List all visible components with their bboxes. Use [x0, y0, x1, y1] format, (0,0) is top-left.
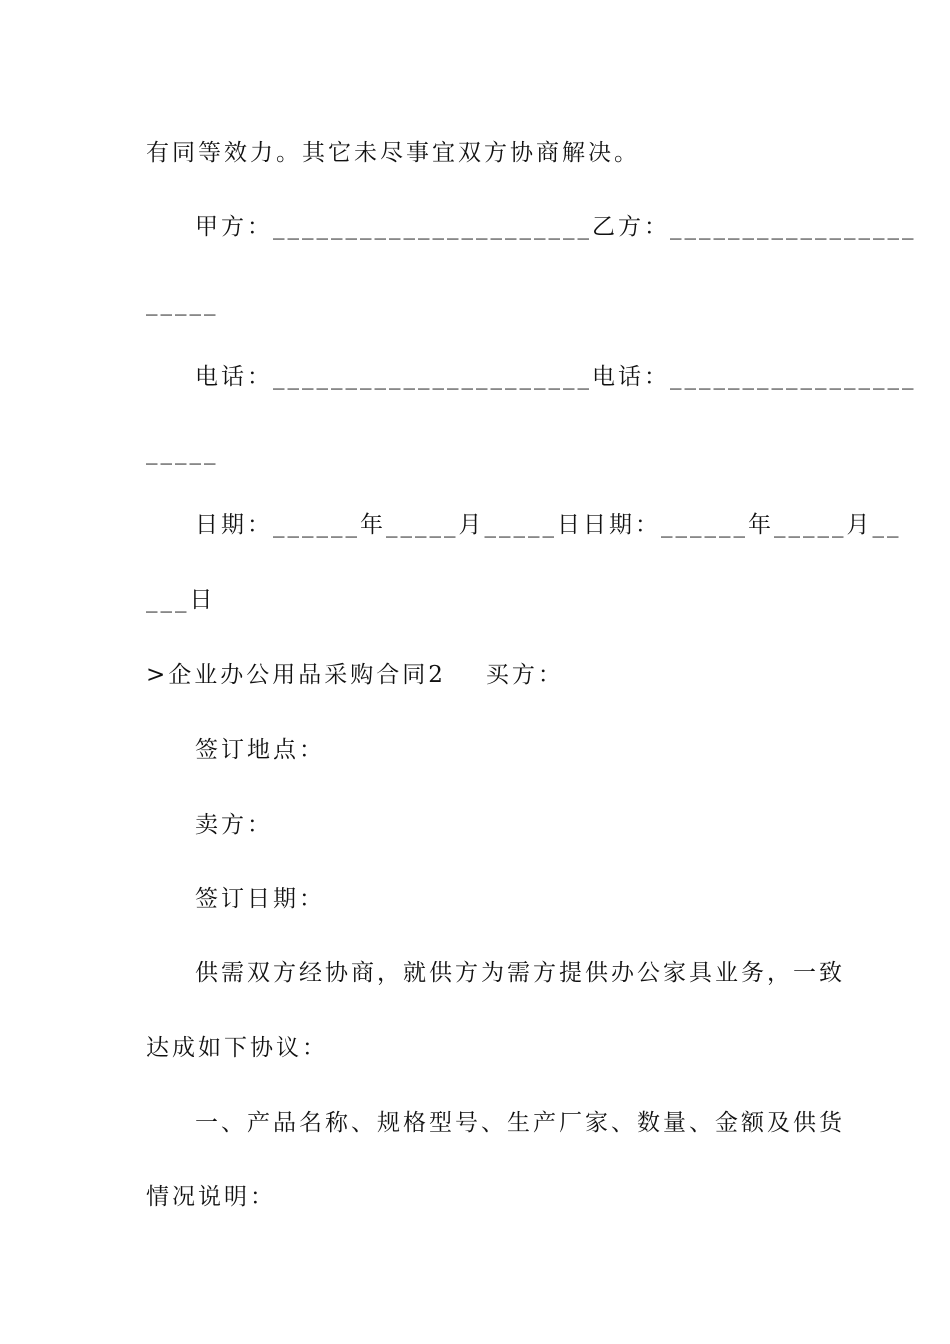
party-a-b-line: 甲方：______________________乙方：_________________: [195, 214, 917, 240]
buyer-label: 买方：: [485, 662, 564, 688]
paragraph-line: 有同等效力。其它未尽事宜双方协商解决。: [146, 140, 640, 166]
seller-label: 卖方：: [195, 812, 273, 838]
date-line: 日期：______年_____月_____日日期：______年_____月__: [195, 512, 902, 538]
section-one-heading: 一、产品名称、规格型号、生产厂家、数量、金额及供货: [195, 1110, 845, 1136]
signing-date-label: 签订日期：: [195, 886, 325, 912]
contract-heading-line: [146, 660, 806, 690]
signing-place-label: 签订地点：: [195, 737, 325, 763]
contract-title: >企业办公用品采购合同2: [146, 662, 446, 688]
date-continuation: ___日: [146, 587, 216, 613]
agreement-paragraph-line: 供需双方经协商，就供方为需方提供办公家具业务，一致: [195, 960, 845, 986]
agreement-paragraph-line: 达成如下协议：: [146, 1035, 328, 1061]
underline-continuation: _____: [146, 439, 219, 465]
underline-continuation: _____: [146, 290, 219, 316]
section-one-continuation: 情况说明：: [146, 1184, 276, 1210]
phone-line: 电话：______________________电话：_________________: [195, 364, 917, 390]
